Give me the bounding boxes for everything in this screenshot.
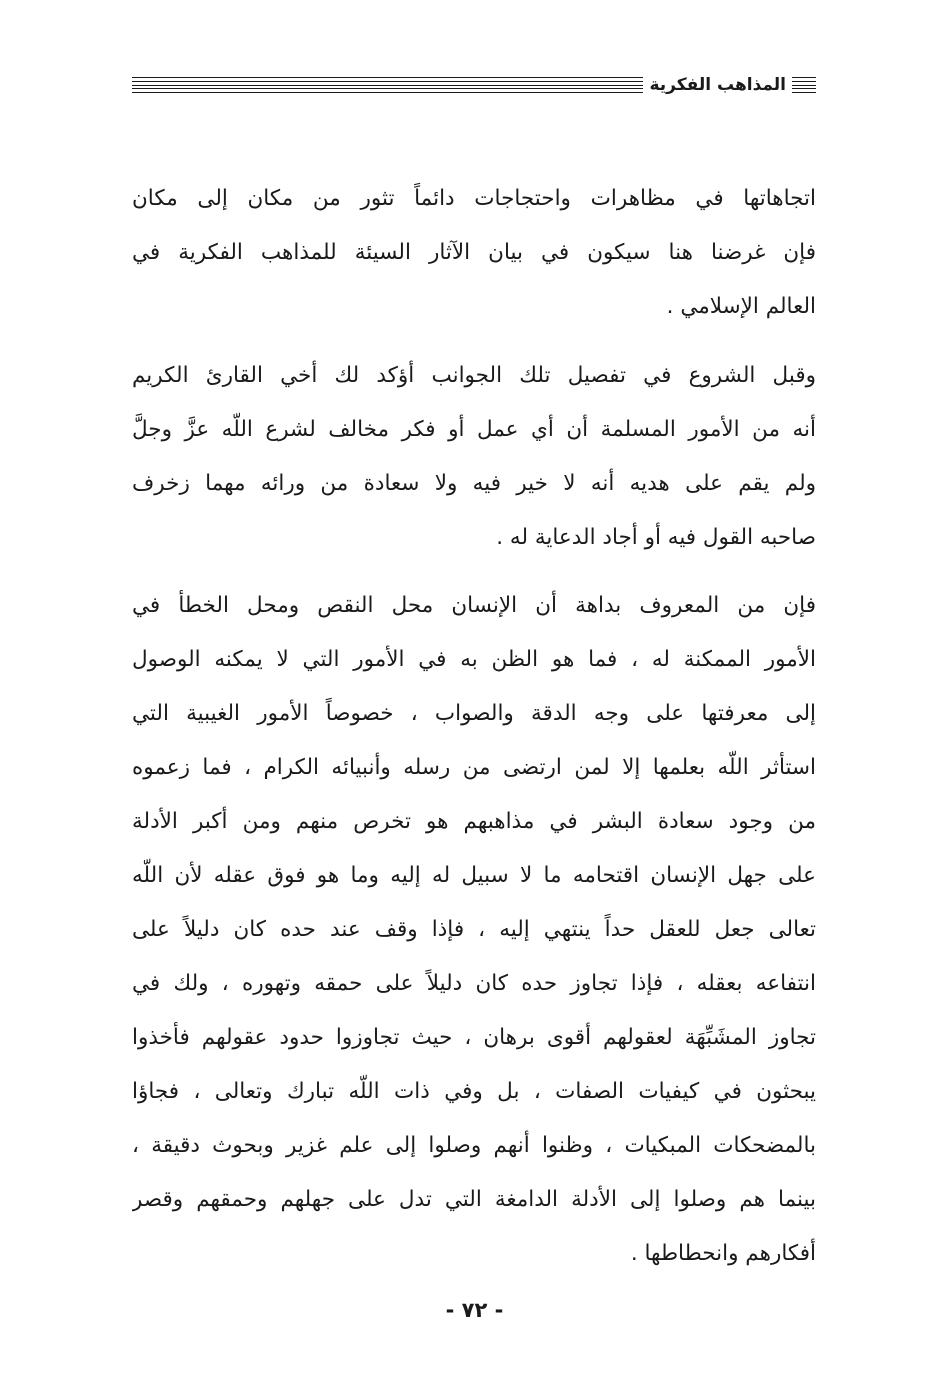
text-line: من وجود سعادة البشر في مذاهبهم هو تخرص منهم ومن أكبر الأدلة	[132, 809, 816, 834]
header-title: المذاهب الفكرية	[649, 75, 786, 95]
text-line: بينما هم وصلوا إلى الأدلة الدامغة التي تدل على جهلهم وحمقهم وقصر	[132, 1187, 816, 1212]
text-line: بالمضحكات المبكيات ، وظنوا أنهم وصلوا إلى علم غزير وبحوث دقيقة ،	[132, 1133, 816, 1158]
text-line: فإن من المعروف بداهة أن الإنسان محل النقص ومحل الخطأ في	[132, 593, 816, 618]
text-line: تعالى جعل للعقل حداً ينتهي إليه ، فإذا وقف عند حده كان دليلاً على	[132, 917, 816, 942]
paragraph-2	[132, 349, 816, 565]
text-line: صاحبه القول فيه أو أجاد الدعاية له .	[496, 525, 816, 550]
text-line: أفكارهم وانحطاطها .	[630, 1241, 816, 1266]
paragraph-1	[132, 172, 816, 334]
text-line: وقبل الشروع في تفصيل تلك الجوانب أؤكد لك أخي القارئ الكريم	[132, 363, 816, 388]
text-line: يبحثون في كيفيات الصفات ، بل وفي ذات اللّه تبارك وتعالى ، فجاؤا	[132, 1079, 816, 1104]
text-line: تجاوز المشَبِّهَة لعقولهم أقوى برهان ، حيث تجاوزوا حدود عقولهم فأخذوا	[132, 1025, 816, 1050]
header-rule-short	[792, 77, 816, 93]
text-line: الأمور الممكنة له ، فما هو الظن به في الأمور التي لا يمكنه الوصول	[132, 647, 816, 672]
text-line: فإن غرضنا هنا سيكون في بيان الآثار السيئة للمذاهب الفكرية في	[132, 240, 816, 265]
text-line: العالم الإسلامي .	[666, 294, 816, 319]
text-line: استأثر اللّه بعلمها إلا لمن ارتضى من رسله وأنبيائه الكرام ، فما زعموه	[132, 755, 816, 780]
paragraph-3	[132, 579, 816, 1281]
running-header	[132, 70, 816, 100]
text-line: على جهل الإنسان اقتحامه ما لا سبيل له إليه وما هو فوق عقله لأن اللّه	[132, 863, 816, 888]
text-line: انتفاعه بعقله ، فإذا تجاوز حده كان دليلاً على حمقه وتهوره ، ولك في	[132, 971, 816, 996]
page-number: - ٧٢ -	[445, 1298, 504, 1322]
text-line: اتجاهاتها في مظاهرات واحتجاجات دائماً تثور من مكان إلى مكان	[132, 186, 816, 211]
header-rule-long	[132, 77, 643, 93]
text-line: إلى معرفتها على وجه الدقة والصواب ، خصوصاً الأمور الغيبية التي	[132, 701, 816, 726]
text-line: أنه من الأمور المسلمة أن أي عمل أو فكر مخالف لشرع اللّه عزَّ وجلَّ	[132, 417, 816, 442]
text-line: ولم يقم على هديه أنه لا خير فيه ولا سعادة من ورائه مهما زخرف	[132, 471, 816, 496]
